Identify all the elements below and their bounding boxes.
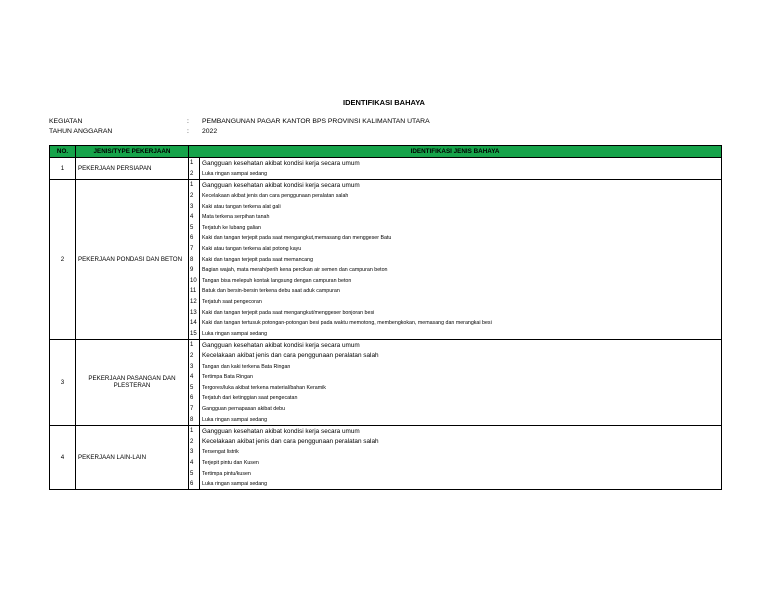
table-row xyxy=(50,158,722,169)
colon: : xyxy=(187,118,189,125)
hazard-text: Tertimpa pintu/kusen xyxy=(200,468,722,479)
item-number: 9 xyxy=(189,265,200,276)
item-number: 6 xyxy=(189,479,200,490)
item-number: 1 xyxy=(189,425,200,436)
tahun-value: 2022 xyxy=(202,128,218,135)
hazard-text: Kecelakaan akibat jenis dan cara penggunaan peralatan salah xyxy=(200,351,722,362)
tahun-label: TAHUN ANGGARAN xyxy=(49,128,113,135)
group-number: 2 xyxy=(50,180,76,340)
table-row xyxy=(50,340,722,351)
table-row xyxy=(50,180,722,191)
item-number: 5 xyxy=(189,223,200,234)
item-number: 1 xyxy=(189,340,200,351)
table-row xyxy=(50,425,722,436)
hazard-text: Kaki atau tangan terkena alat gali xyxy=(200,201,722,212)
hazard-text: Bagian wajah, mata merah/perih kena percikan air semen dan campuran beton xyxy=(200,265,722,276)
group-number: 1 xyxy=(50,158,76,180)
hazard-text: Luka ringan sampai sedang xyxy=(200,479,722,490)
item-number: 3 xyxy=(189,447,200,458)
hazard-text: Kecelakaan akibat jenis dan cara penggunaan peralatan salah xyxy=(200,436,722,447)
hazard-text: Luka ringan sampai sedang xyxy=(200,329,722,340)
hazard-text: Tangan bisa melepuh kontak langsung dengan campuran beton xyxy=(200,276,722,287)
hazard-text: Tertimpa Bata Ringan xyxy=(200,372,722,383)
hazard-text: Kaki atau tangan terkena alat potong kayu xyxy=(200,244,722,255)
hazard-text: Luka ringan sampai sedang xyxy=(200,414,722,425)
hazard-table xyxy=(49,145,722,490)
hazard-text: Gangguan kesehatan akibat kondisi kerja secara umum xyxy=(200,340,722,351)
hazard-text: Kecelakaan akibat jenis dan cara penggunaan peralatan salah xyxy=(200,191,722,202)
kegiatan-label: KEGIATAN xyxy=(49,118,83,125)
hazard-text: Kaki dan tangan tertusuk potongan-potongan besi pada waktu memotong, membengkokan, memasang dan merangkai besi xyxy=(200,318,722,329)
hazard-text: Gangguan pernapasan akibat debu xyxy=(200,404,722,415)
item-number: 2 xyxy=(189,191,200,202)
item-number: 4 xyxy=(189,372,200,383)
hazard-text: Terjepit pintu dan Kusen xyxy=(200,458,722,469)
hazard-text: Gangguan kesehatan akibat kondisi kerja secara umum xyxy=(200,180,722,191)
item-number: 3 xyxy=(189,201,200,212)
item-number: 8 xyxy=(189,254,200,265)
item-number: 6 xyxy=(189,393,200,404)
table-body xyxy=(50,158,722,490)
hazard-text: Tergores/luka akibat terkena material/bahan Keramik xyxy=(200,382,722,393)
job-type: PEKERJAAN LAIN-LAIN xyxy=(76,425,189,490)
item-number: 2 xyxy=(189,169,200,180)
hazard-text: Terjatuh ke lubang galian xyxy=(200,223,722,234)
job-type: PEKERJAAN PASANGAN DAN PLESTERAN xyxy=(76,340,189,426)
item-number: 10 xyxy=(189,276,200,287)
item-number: 7 xyxy=(189,244,200,255)
group-number: 4 xyxy=(50,425,76,490)
meta-labels xyxy=(49,117,112,137)
table-header-row xyxy=(50,146,722,158)
item-number: 6 xyxy=(189,233,200,244)
item-number: 1 xyxy=(189,180,200,191)
item-number: 4 xyxy=(189,458,200,469)
item-number: 4 xyxy=(189,212,200,223)
hazard-text: Terjatuh saat pengecoran xyxy=(200,297,722,308)
hazard-text: Kaki dan tangan terjepit pada saat mengangkut/menggeser bonjoran besi xyxy=(200,307,722,318)
item-number: 7 xyxy=(189,404,200,415)
meta-values xyxy=(202,117,430,137)
hazard-text: Gangguan kesehatan akibat kondisi kerja secara umum xyxy=(200,158,722,169)
item-number: 12 xyxy=(189,297,200,308)
group-number: 3 xyxy=(50,340,76,426)
header-no: NO. xyxy=(50,146,76,158)
item-number: 11 xyxy=(189,286,200,297)
item-number: 2 xyxy=(189,436,200,447)
header-identifikasi: IDENTIFIKASI JENIS BAHAYA xyxy=(189,146,722,158)
document-title: IDENTIFIKASI BAHAYA xyxy=(343,98,425,107)
meta-colons xyxy=(187,117,189,137)
job-type: PEKERJAAN PERSIAPAN xyxy=(76,158,189,180)
hazard-text: Kaki dan tangan terjepit pada saat mengangkut,memasang dan menggeser Batu xyxy=(200,233,722,244)
item-number: 1 xyxy=(189,158,200,169)
hazard-text: Batuk dan bersin-bersin terkena debu saat aduk campuran xyxy=(200,286,722,297)
item-number: 5 xyxy=(189,468,200,479)
item-number: 3 xyxy=(189,361,200,372)
item-number: 15 xyxy=(189,329,200,340)
header-jenis: JENIS/TYPE PEKERJAAN xyxy=(76,146,189,158)
item-number: 2 xyxy=(189,351,200,362)
hazard-text: Kaki dan tangan terjepit pada saat memancang xyxy=(200,254,722,265)
hazard-text: Terjatuh dari ketinggian saat pengecatan xyxy=(200,393,722,404)
hazard-text: Mata terkena serpihan tanah xyxy=(200,212,722,223)
kegiatan-value: PEMBANGUNAN PAGAR KANTOR BPS PROVINSI KALIMANTAN UTARA xyxy=(202,118,430,125)
item-number: 8 xyxy=(189,414,200,425)
hazard-text: Tangan dan kaki terkena Bata Ringan xyxy=(200,361,722,372)
hazard-text: Tersengat listrik xyxy=(200,447,722,458)
item-number: 5 xyxy=(189,382,200,393)
item-number: 13 xyxy=(189,307,200,318)
hazard-text: Luka ringan sampai sedang xyxy=(200,169,722,180)
colon: : xyxy=(187,128,189,135)
item-number: 14 xyxy=(189,318,200,329)
job-type: PEKERJAAN PONDASI DAN BETON xyxy=(76,180,189,340)
hazard-text: Gangguan kesehatan akibat kondisi kerja secara umum xyxy=(200,425,722,436)
